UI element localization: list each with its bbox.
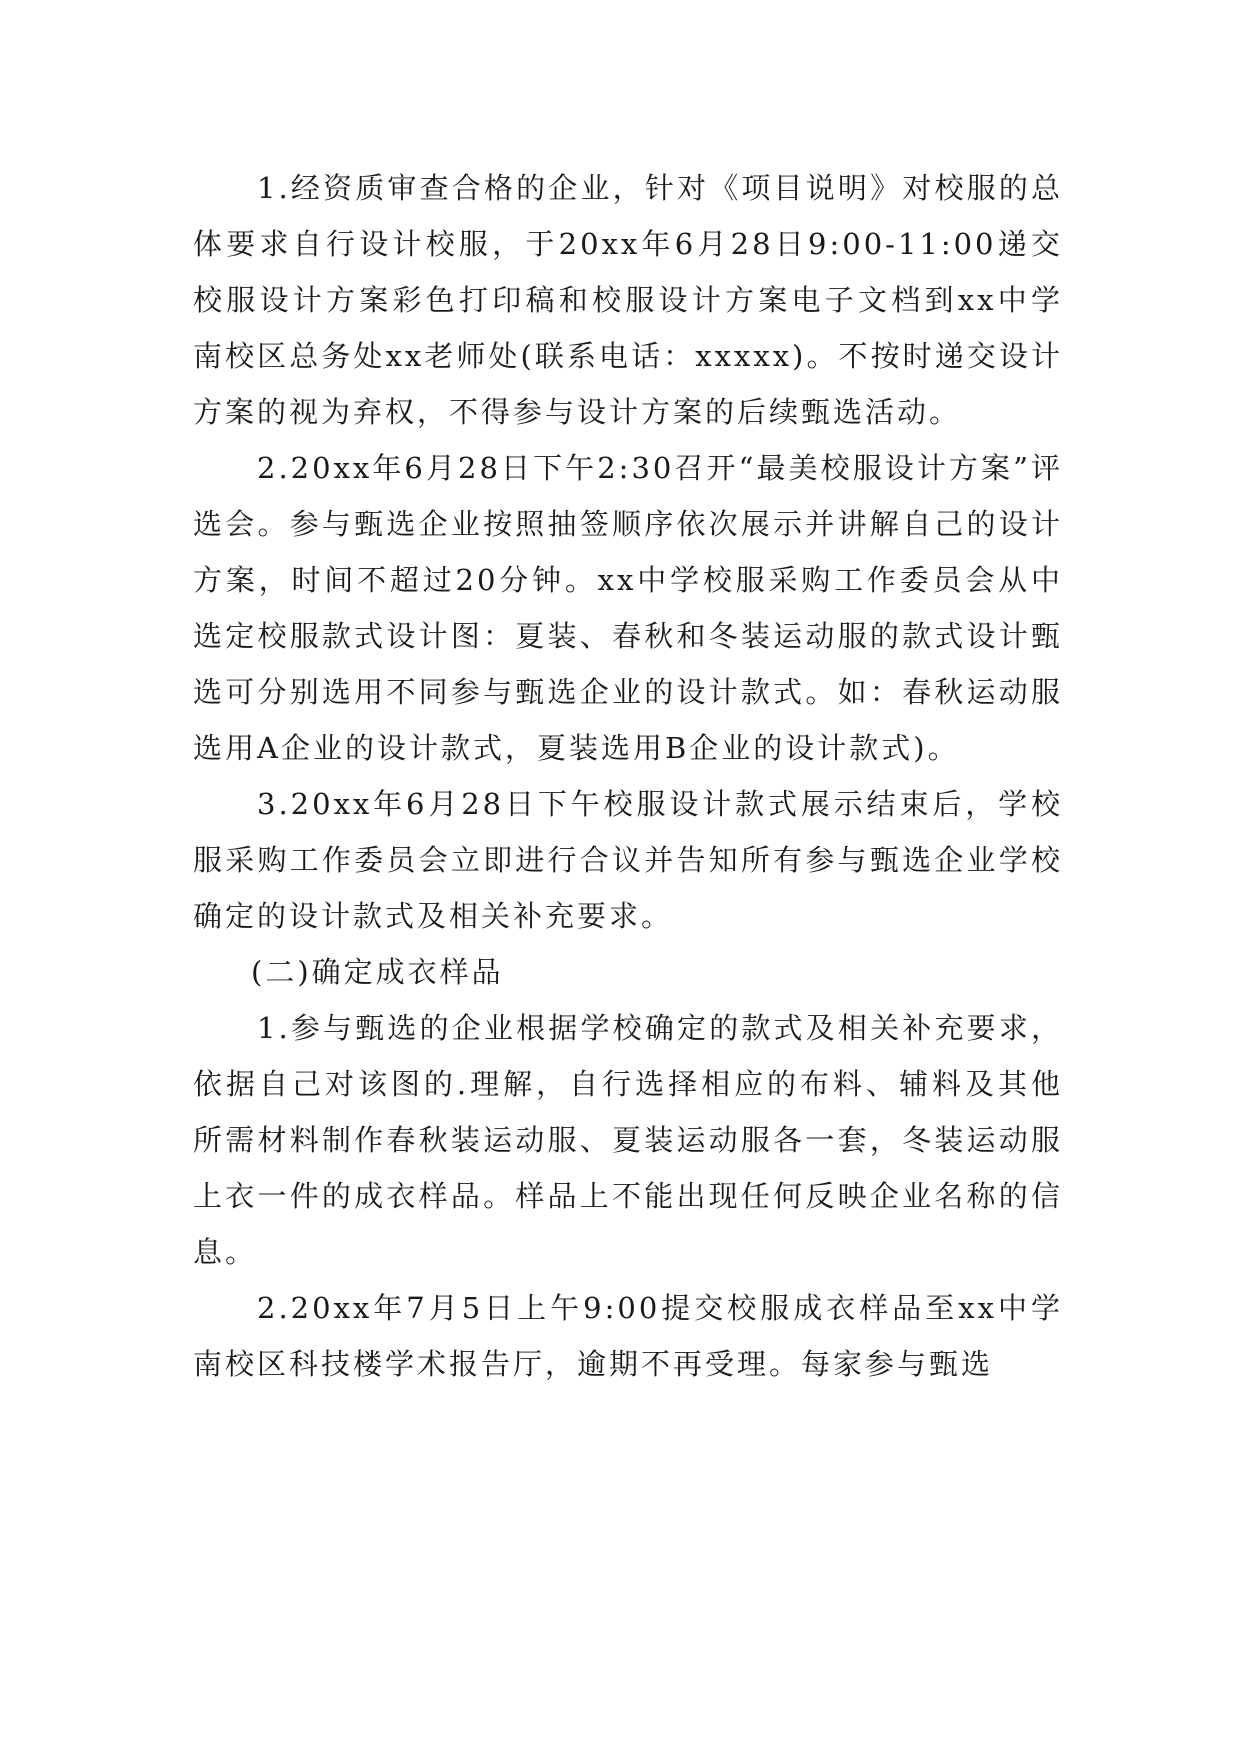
paragraph-committee-decision: 3.20xx年6月28日下午校服设计款式展示结束后，学校服采购工作委员会立即进行合议并告知所有参与甄选企业学校确定的设计款式及相关补充要求。 (193, 787, 1063, 933)
paragraph-design-submission: 1.经资质审查合格的企业，针对《项目说明》对校服的总体要求自行设计校服，于20xx年6月28日9:00-11:00递交校服设计方案彩色打印稿和校服设计方案电子文档到xx中学南校区总务处xx老师处(联系电话：xxxxx)。不按时递交设计方案的视为弃权，不得参与设计方案的后续甄选活动。 (193, 171, 1063, 429)
document-body (193, 160, 1063, 1392)
paragraph-selection-meeting: 2.20xx年6月28日下午2:30召开“最美校服设计方案”评选会。参与甄选企业按照抽签顺序依次展示并讲解自己的设计方案，时间不超过20分钟。xx中学校服采购工作委员会从中选定校服款式设计图：夏装、春秋和冬装运动服的款式设计甄选可分别选用不同参与甄选企业的设计款式。如：春秋运动服选用A企业的设计款式，夏装选用B企业的设计款式)。 (193, 451, 1063, 765)
section-heading-samples: (二)确定成衣样品 (251, 955, 504, 989)
paragraph-sample-production: 1.参与甄选的企业根据学校确定的款式及相关补充要求，依据自己对该图的.理解，自行选择相应的布料、辅料及其他所需材料制作春秋装运动服、夏装运动服各一套，冬装运动服上衣一件的成衣样品。样品上不能出现任何反映企业名称的信息。 (193, 1011, 1063, 1269)
paragraph-sample-submission: 2.20xx年7月5日上午9:00提交校服成衣样品至xx中学南校区科技楼学术报告厅，逾期不再受理。每家参与甄选 (193, 1291, 1063, 1381)
